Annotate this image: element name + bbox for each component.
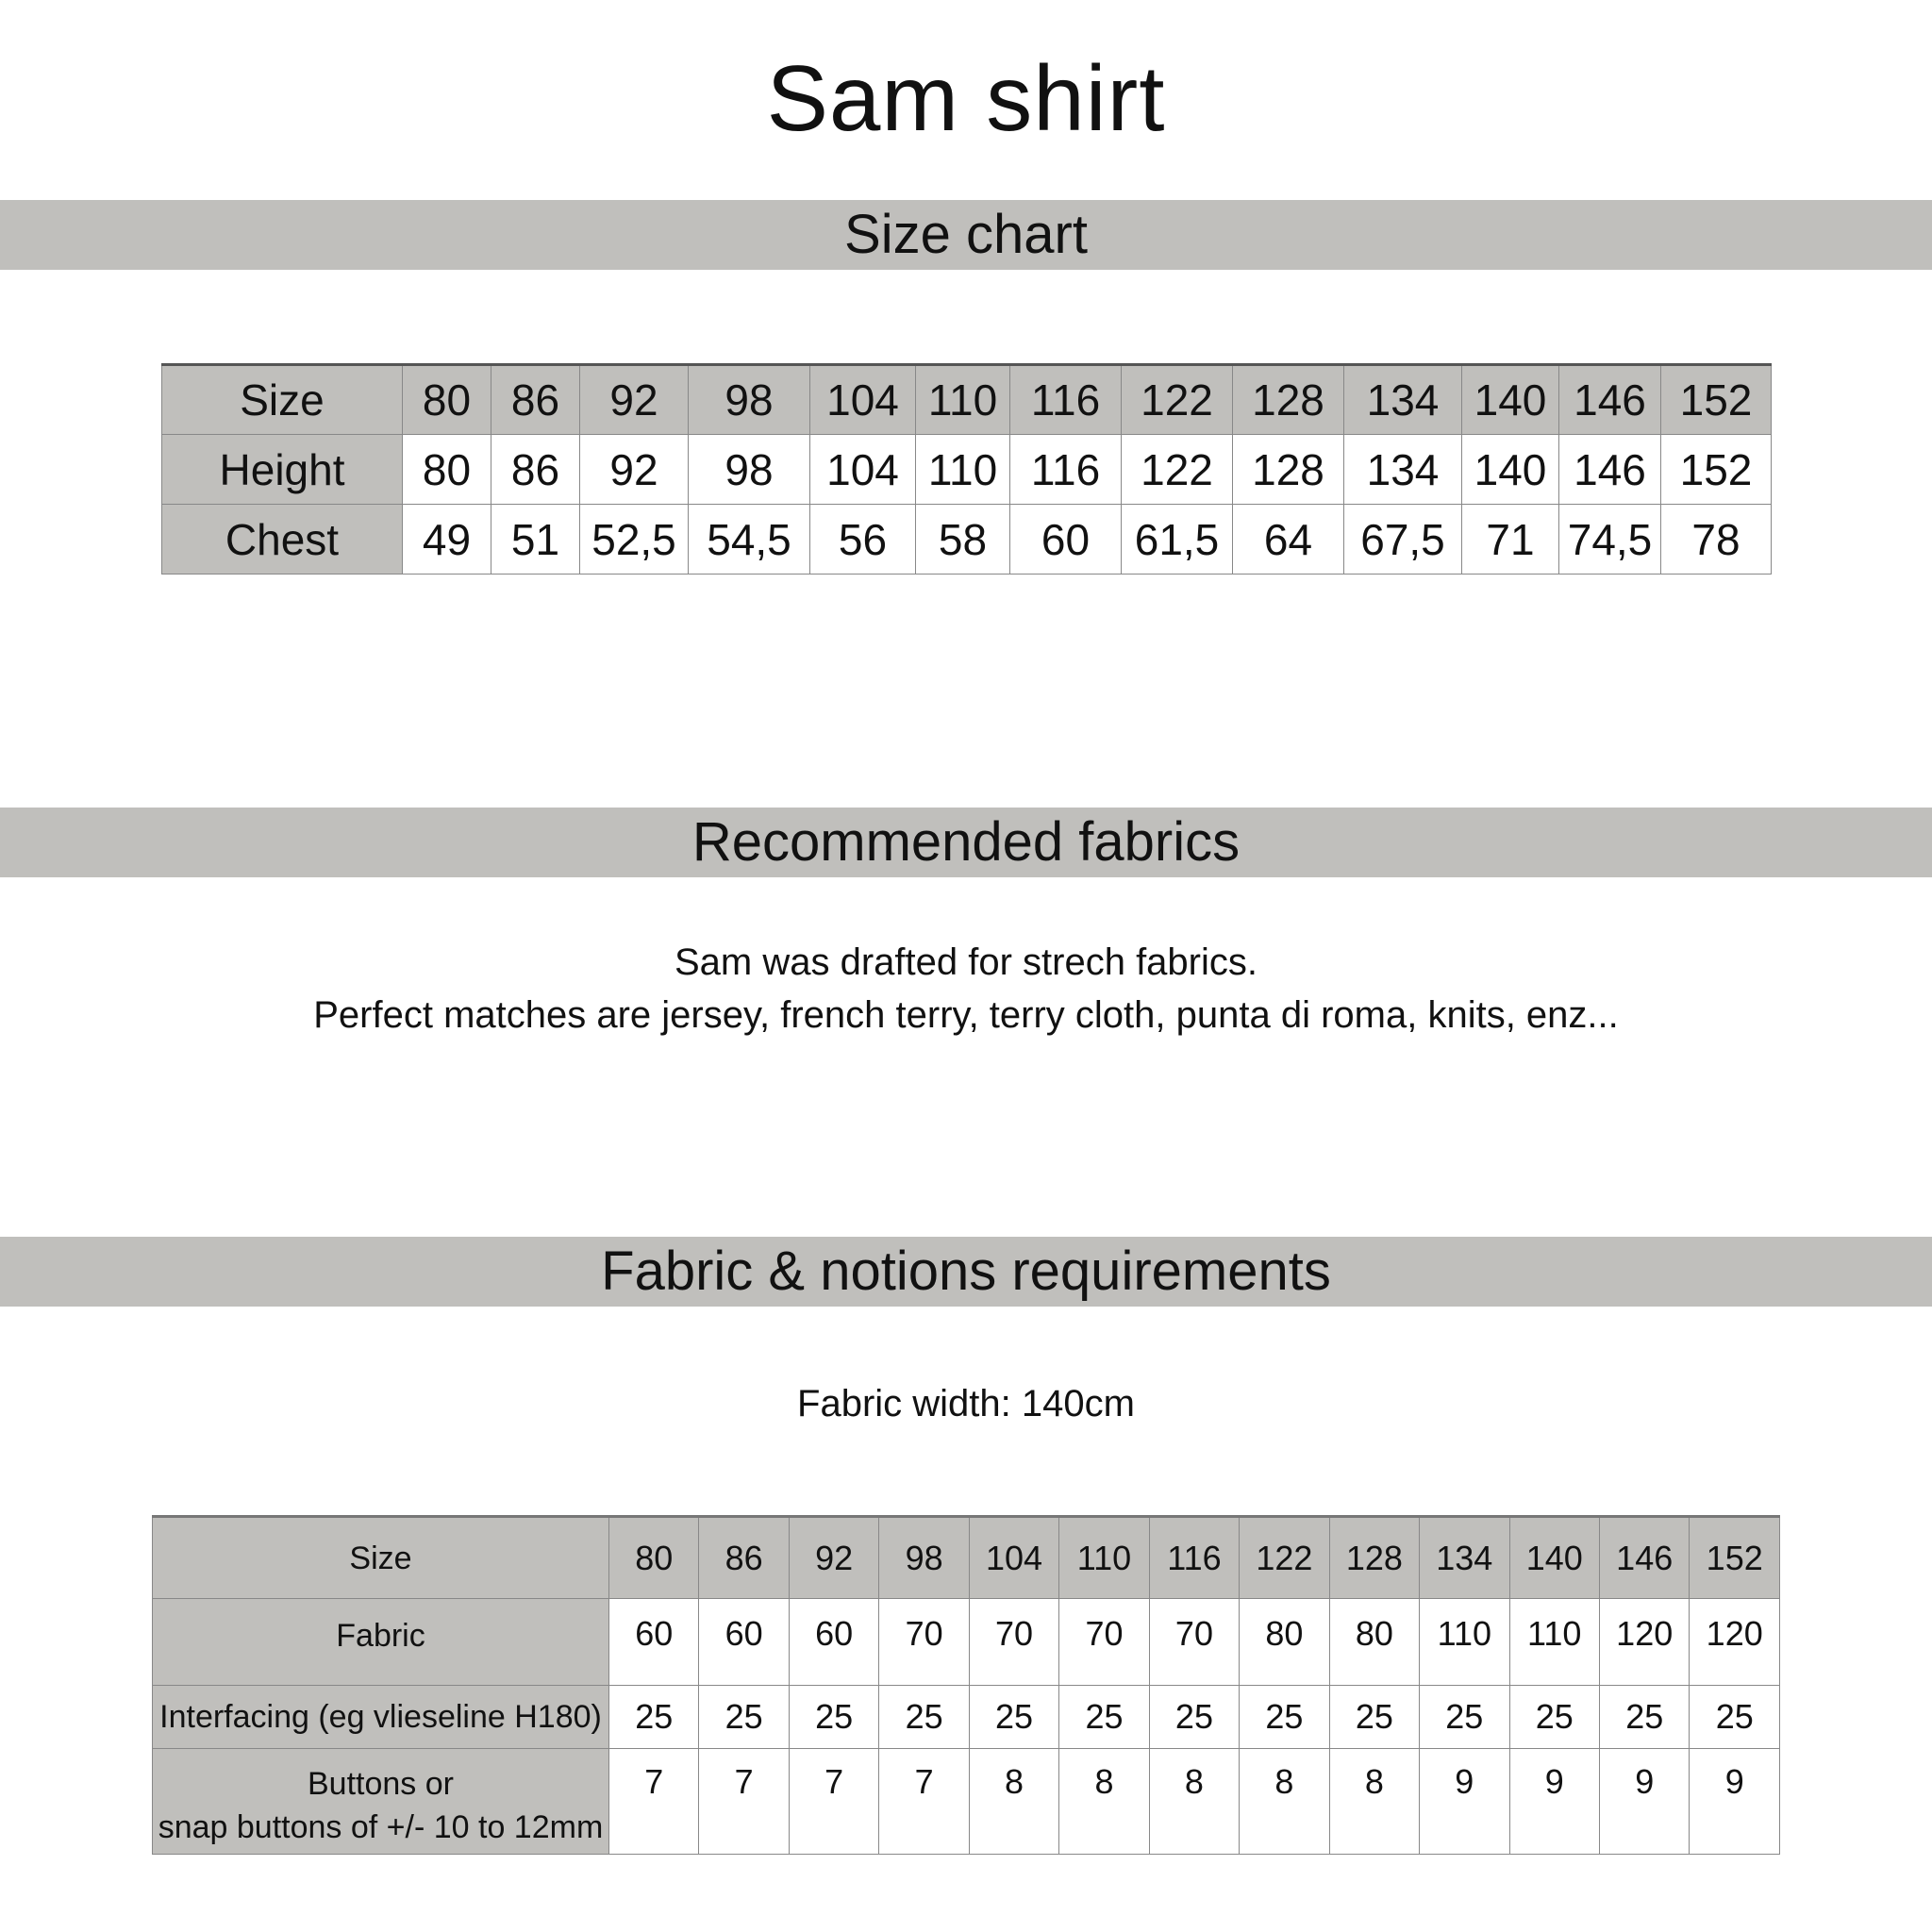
table-cell: 122	[1122, 365, 1233, 435]
table-cell: 92	[580, 435, 689, 505]
table-cell: 52,5	[580, 505, 689, 575]
page-title: Sam shirt	[766, 46, 1166, 150]
table-cell: 56	[810, 505, 916, 575]
table-cell: 25	[789, 1686, 878, 1749]
table-cell: 86	[491, 435, 580, 505]
table-cell: 140	[1462, 365, 1559, 435]
table-cell: 120	[1690, 1599, 1780, 1686]
table-cell: 92	[580, 365, 689, 435]
table-cell: 70	[1149, 1599, 1239, 1686]
size-chart-row	[162, 435, 1772, 505]
table-cell: 60	[1010, 505, 1122, 575]
table-cell: 25	[969, 1686, 1058, 1749]
table-cell: 116	[1149, 1517, 1239, 1599]
table-cell: 8	[1329, 1749, 1419, 1855]
table-cell: 8	[1240, 1749, 1329, 1855]
size-chart-row	[162, 505, 1772, 575]
row-label-text-2: snap buttons of +/- 10 to 12mm	[158, 1809, 604, 1845]
row-label	[153, 1749, 609, 1855]
table-cell: 110	[916, 435, 1010, 505]
row-label	[162, 505, 403, 575]
table-cell: 64	[1233, 505, 1344, 575]
table-cell: 128	[1233, 365, 1344, 435]
size-chart-table	[161, 363, 1772, 575]
table-cell: 80	[1240, 1599, 1329, 1686]
table-cell: 70	[1059, 1599, 1149, 1686]
table-cell: 146	[1599, 1517, 1689, 1599]
table-cell: 80	[609, 1517, 699, 1599]
section-header-size-chart: Size chart	[0, 200, 1932, 270]
table-cell: 110	[1059, 1517, 1149, 1599]
table-cell: 25	[1149, 1686, 1239, 1749]
table-cell: 8	[1059, 1749, 1149, 1855]
fabrics-text-line-1: Sam was drafted for strech fabrics.	[674, 941, 1257, 983]
table-cell: 49	[403, 505, 491, 575]
table-cell: 25	[609, 1686, 699, 1749]
table-cell: 7	[699, 1749, 789, 1855]
table-cell: 104	[969, 1517, 1058, 1599]
row-label	[153, 1517, 609, 1599]
table-cell: 71	[1462, 505, 1559, 575]
table-cell: 54,5	[689, 505, 810, 575]
table-cell: 134	[1344, 365, 1462, 435]
table-cell: 25	[1690, 1686, 1780, 1749]
requirements-table	[152, 1515, 1780, 1855]
table-cell: 9	[1509, 1749, 1599, 1855]
table-cell: 134	[1344, 435, 1462, 505]
requirements-row	[153, 1517, 1780, 1599]
table-cell: 152	[1661, 365, 1772, 435]
row-label	[153, 1686, 609, 1749]
table-cell: 9	[1599, 1749, 1689, 1855]
row-label-text: Size	[349, 1540, 412, 1576]
table-cell: 110	[1509, 1599, 1599, 1686]
table-cell: 78	[1661, 505, 1772, 575]
table-cell: 128	[1329, 1517, 1419, 1599]
table-cell: 98	[689, 435, 810, 505]
table-cell: 25	[1599, 1686, 1689, 1749]
table-cell: 25	[1420, 1686, 1509, 1749]
table-cell: 140	[1509, 1517, 1599, 1599]
table-cell: 7	[879, 1749, 969, 1855]
table-cell: 98	[689, 365, 810, 435]
fabric-width: Fabric width: 140cm	[797, 1383, 1135, 1424]
table-cell: 152	[1690, 1517, 1780, 1599]
section-header-recommended-fabrics: Recommended fabrics	[0, 808, 1932, 877]
table-cell: 86	[491, 365, 580, 435]
table-cell: 92	[789, 1517, 878, 1599]
row-label	[162, 435, 403, 505]
table-cell: 104	[810, 435, 916, 505]
size-chart-row	[162, 365, 1772, 435]
table-cell: 86	[699, 1517, 789, 1599]
table-cell: 60	[699, 1599, 789, 1686]
table-cell: 120	[1599, 1599, 1689, 1686]
row-label	[162, 365, 403, 435]
table-cell: 146	[1559, 365, 1661, 435]
table-cell: 61,5	[1122, 505, 1233, 575]
table-cell: 122	[1122, 435, 1233, 505]
table-cell: 8	[1149, 1749, 1239, 1855]
table-cell: 60	[789, 1599, 878, 1686]
table-cell: 25	[1509, 1686, 1599, 1749]
table-cell: 110	[916, 365, 1010, 435]
table-cell: 7	[609, 1749, 699, 1855]
table-cell: 25	[879, 1686, 969, 1749]
table-cell: 70	[879, 1599, 969, 1686]
table-cell: 80	[403, 435, 491, 505]
table-cell: 80	[1329, 1599, 1419, 1686]
table-cell: 146	[1559, 435, 1661, 505]
table-cell: 67,5	[1344, 505, 1462, 575]
table-cell: 104	[810, 365, 916, 435]
row-label-text: Buttons or	[308, 1766, 454, 1802]
table-cell: 140	[1462, 435, 1559, 505]
table-cell: 116	[1010, 435, 1122, 505]
requirements-row	[153, 1599, 1780, 1686]
table-cell: 122	[1240, 1517, 1329, 1599]
section-header-requirements: Fabric & notions requirements	[0, 1237, 1932, 1307]
table-cell: 134	[1420, 1517, 1509, 1599]
table-cell: 128	[1233, 435, 1344, 505]
row-label-text: Height	[219, 444, 345, 494]
table-cell: 60	[609, 1599, 699, 1686]
row-label-text: Chest	[225, 514, 340, 564]
table-cell: 70	[969, 1599, 1058, 1686]
row-label-text: Interfacing (eg vlieseline H180)	[159, 1699, 602, 1735]
table-cell: 7	[789, 1749, 878, 1855]
table-cell: 98	[879, 1517, 969, 1599]
requirements-row	[153, 1749, 1780, 1855]
table-cell: 9	[1690, 1749, 1780, 1855]
table-cell: 152	[1661, 435, 1772, 505]
table-cell: 9	[1420, 1749, 1509, 1855]
table-cell: 25	[1059, 1686, 1149, 1749]
fabrics-text-line-2: Perfect matches are jersey, french terry, terry cloth, punta di roma, knits, enz...	[313, 994, 1619, 1036]
table-cell: 80	[403, 365, 491, 435]
table-cell: 58	[916, 505, 1010, 575]
table-cell: 8	[969, 1749, 1058, 1855]
table-cell: 25	[1240, 1686, 1329, 1749]
requirements-row	[153, 1686, 1780, 1749]
table-cell: 110	[1420, 1599, 1509, 1686]
row-label-text: Fabric	[336, 1618, 425, 1654]
table-cell: 51	[491, 505, 580, 575]
table-cell: 25	[1329, 1686, 1419, 1749]
table-cell: 116	[1010, 365, 1122, 435]
row-label	[153, 1599, 609, 1686]
table-cell: 25	[699, 1686, 789, 1749]
table-cell: 74,5	[1559, 505, 1661, 575]
row-label-text: Size	[240, 375, 325, 425]
